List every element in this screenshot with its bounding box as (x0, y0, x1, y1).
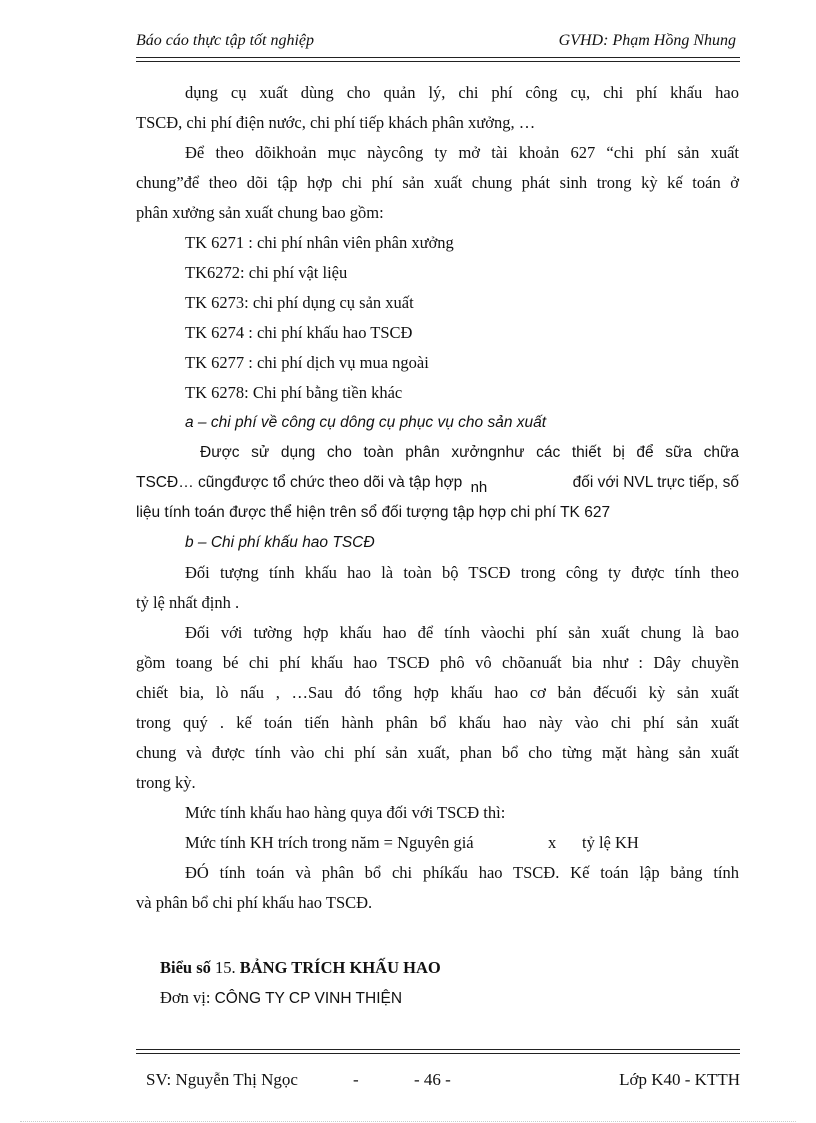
body-line: Được sử dụng cho toàn phân xưởngnhư các thiết bị để sữa chữa (200, 444, 739, 461)
table-caption (160, 958, 763, 978)
header-rule-top (136, 57, 740, 58)
body-line: chung”để theo dõi tập hợp chi phí sản xuất chung phát sinh trong kỳ kế toán ở (136, 173, 739, 192)
table-caption-label: Biểu số (160, 958, 211, 977)
body-line: trong kỳ. (136, 773, 196, 792)
body-line: Để theo dõikhoản mục nàycông ty mở tài khoản 627 “chi phí sản xuất (185, 143, 739, 162)
account-item: TK 6273: chi phí dụng cụ sản xuất (185, 293, 414, 312)
body-line: Mức tính khấu hao hàng quya đối với TSCĐ thì: (185, 803, 506, 822)
body-line: trong quý . kế toán tiến hành phân bổ khấu hao này vào chi phí sản xuất (136, 713, 739, 732)
unit-line (160, 988, 763, 1009)
section-heading-a: a – chi phí về công cụ dông cụ phục vụ cho sản xuất (185, 414, 547, 431)
formula-text: Mức tính KH trích trong năm = Nguyên giá (185, 833, 474, 852)
unit-label: Đơn vị: (160, 988, 211, 1007)
body-text: TSCĐ… cũngđược tổ chức theo dõi và tập hợp (136, 474, 463, 491)
account-item: TK6272: chi phí vật liệu (185, 263, 348, 282)
body-line: tỷ lệ nhất định . (136, 593, 240, 612)
body-line: ĐÓ tính toán và phân bổ chi phíkấu hao TSCĐ. Kế toán lập bảng tính (185, 863, 739, 882)
formula-multiply: x (548, 833, 557, 852)
footer-rule-bottom (136, 1053, 740, 1054)
header-rule-bottom (136, 61, 740, 62)
body-line: chiết bia, lò nấu , …Sau đó tổng hợp khấu hao cơ bản đếcuối kỳ sản xuất (136, 683, 739, 702)
body-line: chung và được tính vào chi phí sản xuất, phan bổ cho từng mặt hàng sản xuất (136, 743, 739, 762)
formula-text: tỷ lệ KH (582, 833, 639, 852)
account-item: TK 6271 : chi phí nhân viên phân xưởng (185, 233, 454, 252)
body-line: Đối với tường hợp khấu hao để tính vàochi phí sản xuất chung là bao (185, 623, 739, 642)
body-line: phân xưởng sản xuất chung bao gồm: (136, 203, 384, 222)
header-supervisor: GVHD: Phạm Hồng Nhung (558, 32, 736, 49)
body-text: đối với NVL trực tiếp, số (572, 474, 739, 491)
footer-rule-top (136, 1049, 740, 1050)
footer-student: SV: Nguyễn Thị Ngọc (146, 1070, 298, 1089)
formula-line (185, 833, 739, 853)
page-header (136, 30, 736, 54)
account-item: TK 6274 : chi phí khấu hao TSCĐ (185, 323, 413, 342)
footer-page-number: - 46 - (414, 1070, 451, 1089)
section-heading-b: b – Chi phí khấu hao TSCĐ (185, 534, 375, 551)
footer-dash: - (353, 1070, 359, 1089)
body-line: dụng cụ xuất dùng cho quản lý, chi phí công cụ, chi phí khấu hao (185, 83, 739, 102)
header-report-title: Báo cáo thực tập tốt nghiệp (136, 32, 315, 49)
body-line: liệu tính toán được thể hiện trên sổ đối tượng tập hợp chi phí TK 627 (136, 504, 611, 521)
body-line: gồm toang bé chi phí khấu hao TSCĐ phô vô chõanuất bia như : Dây chuyền (136, 653, 739, 672)
account-item: TK 6277 : chi phí dịch vụ mua ngoài (185, 353, 429, 372)
subscript-text: nh (470, 479, 488, 496)
table-caption-title: BẢNG TRÍCH KHẤU HAO (239, 958, 441, 977)
footer-class: Lớp K40 - KTTH (619, 1070, 740, 1089)
unit-value: CÔNG TY CP VINH THIỆN (214, 990, 403, 1007)
page-edge-dotted (20, 1121, 796, 1122)
body-line: và phân bổ chi phí khấu hao TSCĐ. (136, 893, 373, 912)
page-footer (146, 1070, 740, 1094)
body-line: Đối tượng tính khấu hao là toàn bộ TSCĐ trong công ty được tính theo (185, 563, 739, 582)
body-line (136, 473, 739, 496)
body-line: TSCĐ, chi phí điện nước, chi phí tiếp khách phân xưởng, … (136, 113, 536, 132)
account-item: TK 6278: Chi phí bằng tiền khác (185, 383, 403, 402)
table-caption-number: 15. (215, 958, 236, 977)
